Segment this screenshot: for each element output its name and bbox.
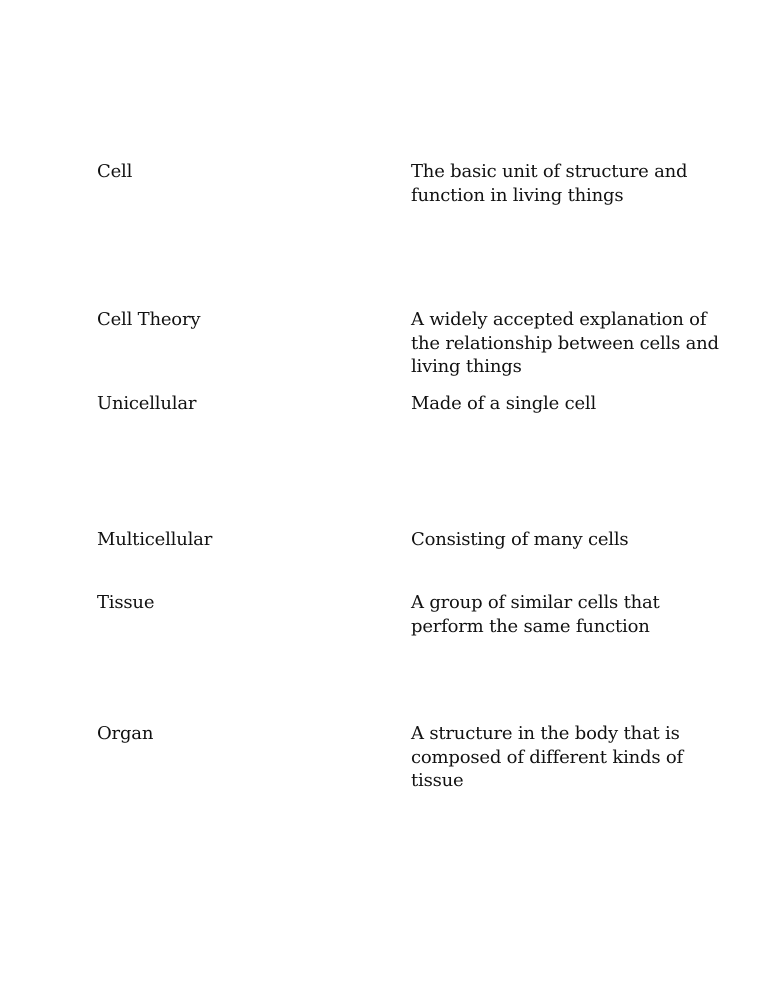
term-unicellular: Unicellular — [97, 393, 197, 414]
term-multicellular: Multicellular — [97, 529, 213, 550]
term-cell-theory: Cell Theory — [97, 309, 201, 330]
definition-organ: A structure in the body that is composed of different kinds of tissue — [411, 723, 683, 791]
definition-multicellular: Consisting of many cells — [411, 529, 629, 550]
definition-cell: The basic unit of structure and function in living things — [411, 161, 688, 206]
term-organ: Organ — [97, 723, 154, 744]
definition-tissue: A group of similar cells that perform the same function — [411, 592, 660, 637]
definition-unicellular: Made of a single cell — [411, 393, 597, 414]
definition-cell-theory: A widely accepted explanation of the relationship between cells and living things — [411, 309, 719, 377]
term-cell: Cell — [97, 161, 133, 182]
term-tissue: Tissue — [97, 592, 155, 613]
